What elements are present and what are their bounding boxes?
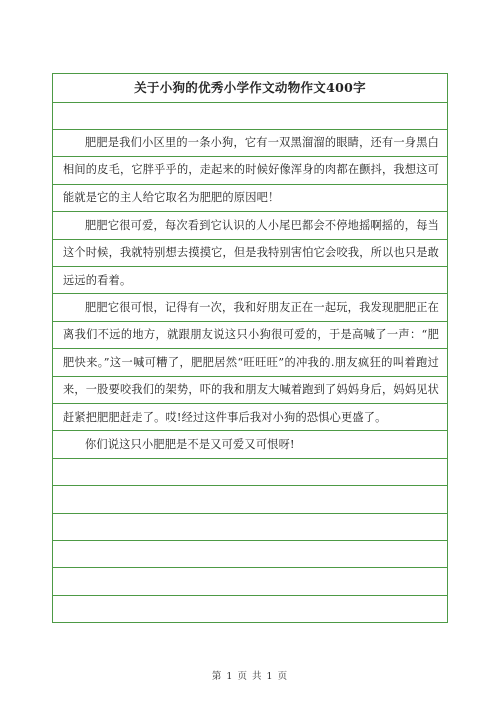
ruled-line: [53, 595, 447, 596]
ruled-line: [53, 567, 447, 568]
paragraph-2: 肥肥它很可爱，每次看到它认识的人小尾巴都会不停地摇啊摇的，每当这个时候，我就特别想去摸摸它，但是我特别害怕它会咬我，所以也只是敢远远的看着。: [63, 219, 439, 287]
ruled-line: [53, 513, 447, 514]
paragraph-4: 你们说这只小肥肥是不是又可爱又可恨呀!: [85, 438, 295, 451]
document-title: 关于小狗的优秀小学作文动物作文400字: [134, 80, 366, 95]
ruled-line: [53, 102, 447, 103]
paragraph-1: 肥肥是我们小区里的一条小狗，它有一双黑溜溜的眼睛，还有一身黑白相间的皮毛，它胖乎乎的，走起来的时候好像浑身的肉都在颤抖，我想这可能就是它的主人给它取名为肥肥的原因吧！: [63, 136, 439, 204]
page-number: 第 1 页 共 1 页: [211, 671, 289, 682]
lined-paper: [52, 73, 448, 623]
paragraph-3: 肥肥它很可恨，记得有一次，我和好朋友正在一起玩，我发现肥肥正在离我们不远的地方，就跟朋友说这只小狗很可爱的，于是高喊了一声：“肥肥快来。”这一喊可糟了，肥肥居然“旺旺旺”的冲我的.朋友疯狂的叫着跑过来，一股要咬我们的架势，吓的我和朋友大喊着跑到了妈妈身后，妈妈见状赶紧把肥肥赶走了。哎!经过这件事后我对小狗的恐惧心更盛了。: [63, 301, 439, 424]
ruled-line: [53, 485, 447, 486]
ruled-line: [53, 540, 447, 541]
